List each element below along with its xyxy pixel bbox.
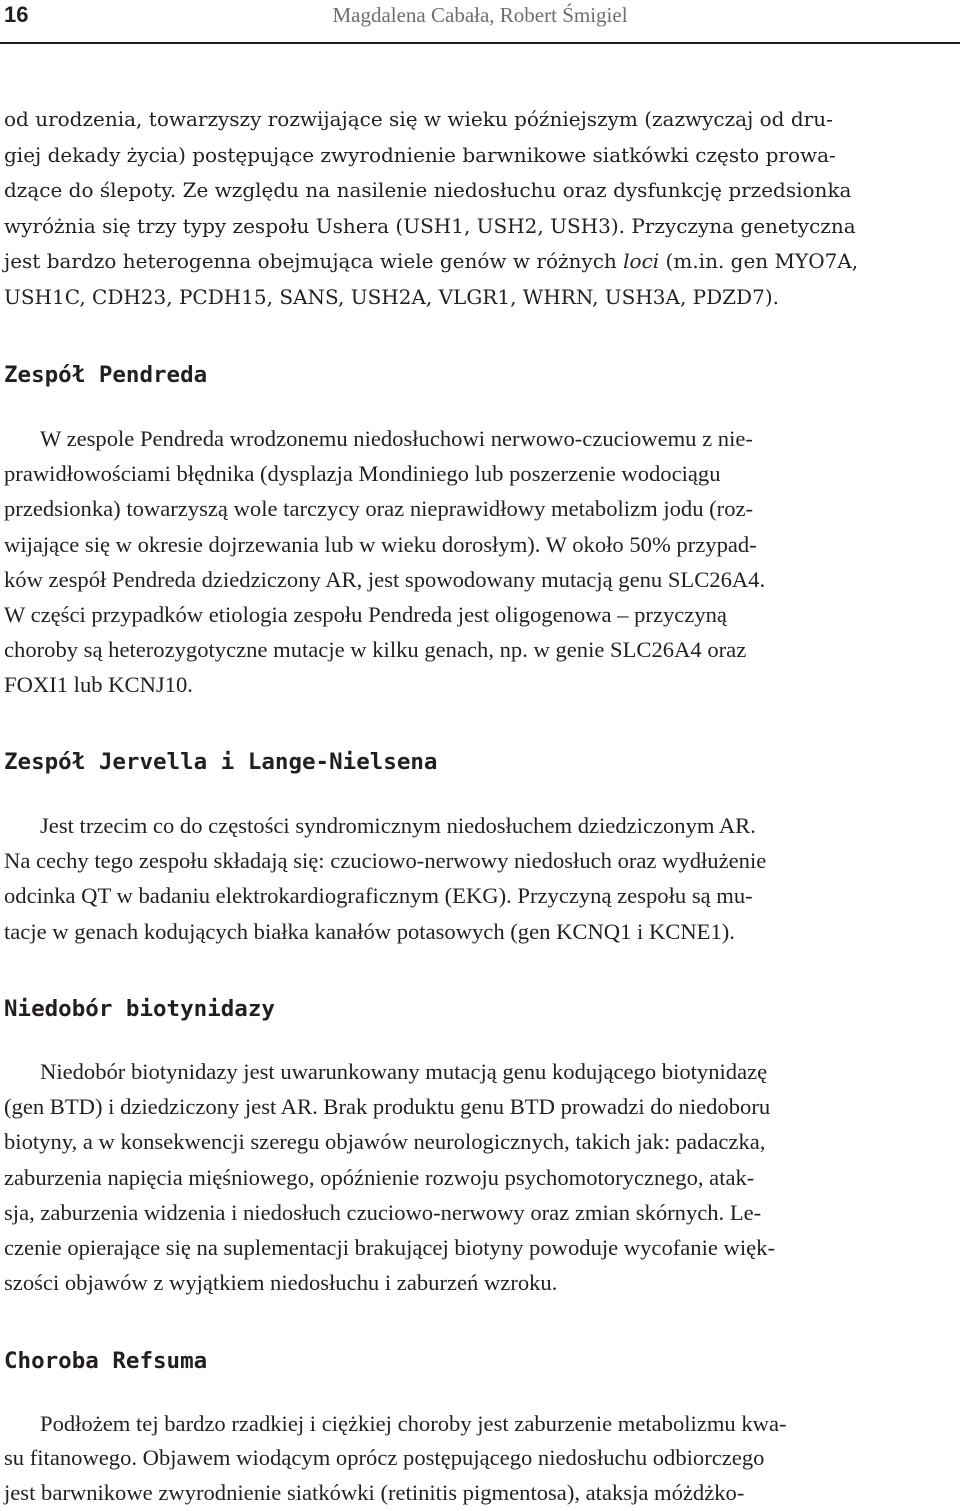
text-line: Niedobór biotynidazy jest uwarunkowany mutacją genu kodującego biotynidazę — [40, 1059, 768, 1084]
text-line: W zespole Pendreda wrodzonemu niedosłuchowi nerwowo-czuciowemu z nie- — [40, 426, 753, 451]
text-line: Na cechy tego zespołu składają się: czuciowo-nerwowy niedosłuch oraz wydłużenie — [4, 848, 767, 874]
section-heading-pendred: Zespół Pendreda — [4, 362, 208, 388]
text-line: choroby są heterozygotyczne mutacje w kilku genach, np. w genie SLC26A4 oraz — [4, 637, 747, 663]
text-line: tacje w genach kodujących białka kanałów potasowych (gen KCNQ1 i KCNE1). — [4, 918, 735, 944]
text-line: su fitanowego. Objawem wiodącym oprócz postępującego niedosłuchu odbiorczego — [4, 1445, 765, 1471]
text-line: prawidłowościami błędnika (dysplazja Mondiniego lub poszerzenie wodociągu — [4, 461, 721, 487]
text-line: jest barwnikowe zwyrodnienie siatkówki (retinitis pigmentosa), ataksja móżdżko- — [4, 1479, 745, 1505]
text-line: przedsionka) towarzyszą wole tarczycy oraz nieprawidłowy metabolizm jodu (roz- — [4, 496, 754, 522]
text-line: czenie opierające się na suplementacji brakującej biotyny powoduje wycofanie więk- — [4, 1235, 776, 1261]
page-header — [0, 0, 960, 40]
text-line: wyróżnia się trzy typy zespołu Ushera (USH1, USH2, USH3). Przyczyna genetyczna — [4, 213, 856, 238]
text-line: zaburzenia napięcia mięśniowego, opóźnienie rozwoju psychomotorycznego, atak- — [4, 1164, 755, 1190]
section-heading-jervell: Zespół Jervella i Lange-Nielsena — [4, 749, 438, 775]
text-line: szości objawów z wyjątkiem niedosłuchu i zaburzeń wzroku. — [4, 1270, 558, 1296]
section-body-pendred — [4, 421, 956, 703]
running-head: Magdalena Cabała, Robert Śmigiel — [332, 3, 628, 27]
text-line: jest bardzo heterogenna obejmująca wiele genów w różnych loci (m.in. gen MYO7A, — [4, 249, 859, 274]
section-heading-biotinidase: Niedobór biotynidazy — [4, 996, 275, 1022]
header-rule — [0, 42, 960, 44]
text-line: od urodzenia, towarzyszy rozwijające się w wieku późniejszym (zazwyczaj od dru- — [4, 107, 833, 131]
text-line: biotyny, a w konsekwencji szeregu objawów neurologicznych, takich jak: padaczka, — [4, 1129, 766, 1155]
page-number: 16 — [4, 2, 29, 27]
section-body-jervell — [4, 808, 956, 949]
text-line: ków zespół Pendreda dziedziczony AR, jest spowodowany mutacją genu SLC26A4. — [4, 566, 766, 592]
text-line: odcinka QT w badaniu elektrokardiograficznym (EKG). Przyczyną zespołu są mu- — [4, 883, 753, 909]
text-line: dzące do ślepoty. Ze względu na nasilenie niedosłuchu oraz dysfunkcję przedsionka — [4, 178, 852, 203]
text-line: giej dekady życia) postępujące zwyrodnienie barwnikowe siatkówki często prowa- — [4, 142, 836, 167]
text-line: (gen BTD) i dziedziczony jest AR. Brak produktu genu BTD prowadzi do niedoboru — [4, 1094, 771, 1120]
text-line: FOXI1 lub KCNJ10. — [4, 672, 193, 698]
text-line: USH1C, CDH23, PCDH15, SANS, USH2A, VLGR1, WHRN, USH3A, PDZD7). — [4, 284, 779, 309]
text-line: wijające się w okresie dojrzewania lub w wieku dorosłym). W około 50% przypad- — [4, 531, 757, 557]
text-line: Podłożem tej bardzo rzadkiej i ciężkiej choroby jest zaburzenie metabolizmu kwa- — [40, 1411, 787, 1436]
section-body-biotinidase — [4, 1054, 956, 1300]
section-heading-refsum: Choroba Refsuma — [4, 1348, 208, 1374]
text-line: W części przypadków etiologia zespołu Pendreda jest oligogenowa – przyczyną — [4, 602, 727, 628]
intro-paragraph — [4, 102, 956, 316]
text-line: Jest trzecim co do częstości syndromicznym niedosłuchem dziedziczonym AR. — [40, 813, 756, 838]
text-line: sja, zaburzenia widzenia i niedosłuch czuciowo-nerwowy oraz zmian skórnych. Le- — [4, 1199, 762, 1225]
section-body-refsum — [4, 1407, 956, 1510]
